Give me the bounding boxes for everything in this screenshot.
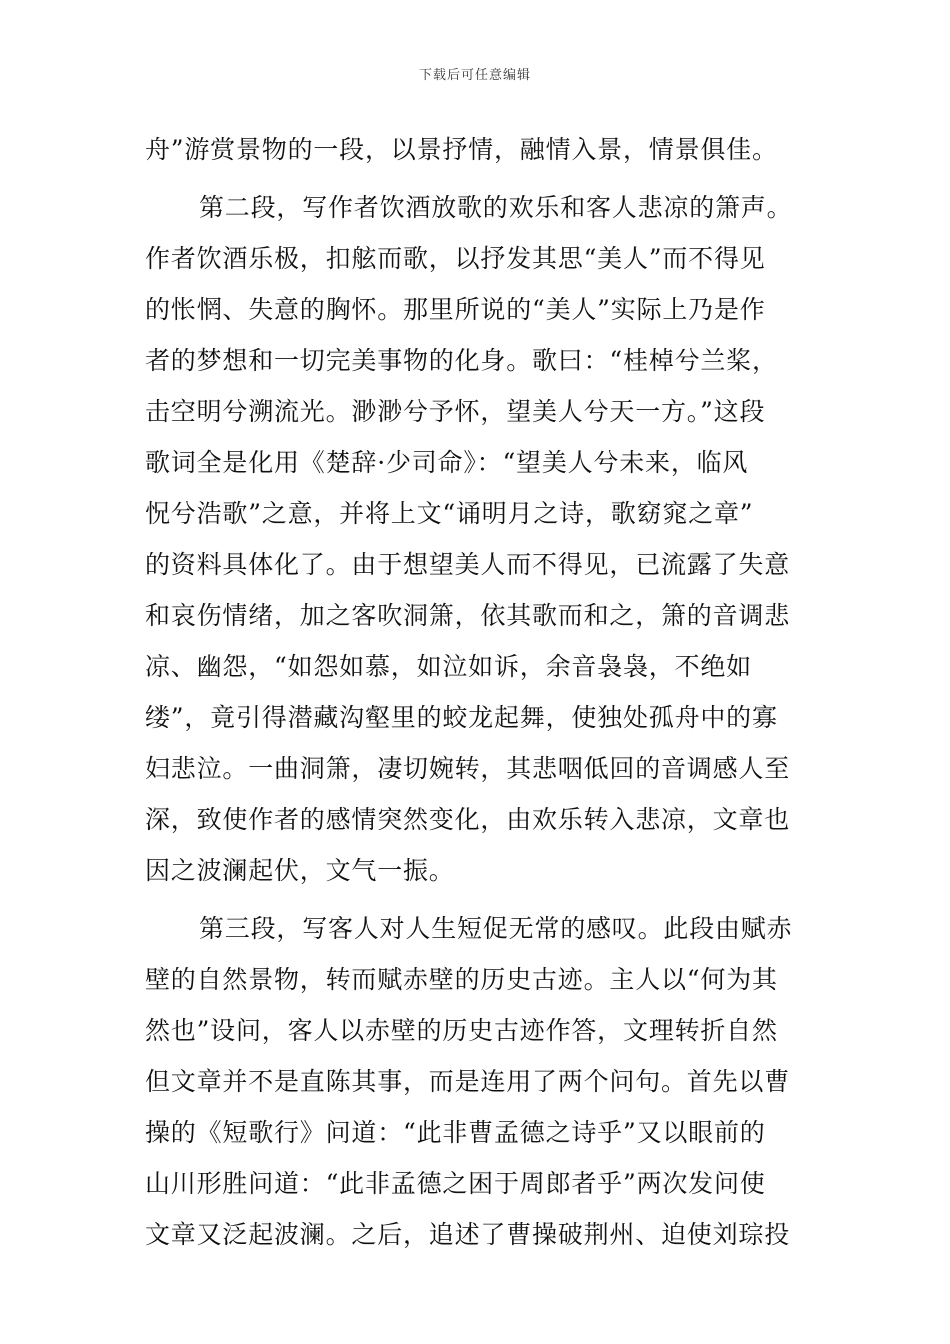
page-header: 下载后可任意编辑 [418,68,531,83]
paragraph-2-line-12: 妇悲泣。一曲洞箫，凄切婉转，其悲咽低回的音调感人至 [145,754,791,783]
paragraph-1-line-1: 舟”游赏景物的一段，以景抒情，融情入景，情景俱佳。 [145,135,778,164]
paragraph-2-line-8: 的资料具体化了。由于想望美人而不得见，已流露了失意 [145,550,791,579]
paragraph-3-line-3: 然也”设问，客人以赤壁的历史古迹作答，文理转折自然 [145,1016,778,1045]
paragraph-2-line-11: 缕”，竟引得潜藏沟壑里的蛟龙起舞，使独处孤舟中的寡 [145,703,778,732]
paragraph-3-line-6: 山川形胜问道：“此非孟德之困于周郎者乎”两次发问使 [145,1169,766,1198]
paragraph-2-line-9: 和哀伤情绪，加之客吹洞箫，依其歌而和之，箫的音调悲 [145,601,791,630]
paragraph-2-line-10: 凉、幽怨，“如怨如慕，如泣如诉，余音袅袅，不绝如 [145,652,752,681]
paragraph-2-line-2: 作者饮酒乐极，扣舷而歌，以抒发其思“美人”而不得见 [145,244,766,273]
paragraph-2-line-3: 的怅惘、失意的胸怀。那里所说的“美人”实际上乃是作 [145,295,766,324]
paragraph-3-line-7: 文章又泛起波澜。之后，追述了曹操破荆州、迫使刘琮投 [145,1220,791,1249]
document-body [145,124,807,1260]
paragraph-3-line-5: 操的《短歌行》问道：“此非曹孟德之诗乎”又以眼前的 [145,1118,766,1147]
paragraph-3-line-2: 壁的自然景物，转而赋赤壁的历史古迹。主人以“何为其 [145,965,778,994]
paragraph-2-line-1: 第二段，写作者饮酒放歌的欢乐和客人悲凉的箫声。 [199,193,793,222]
paragraph-2-line-14: 因之波澜起伏，文气一振。 [145,856,455,885]
paragraph-2-line-6: 歌词全是化用《楚辞·少司命》：“望美人兮未来，临风 [145,448,749,477]
paragraph-3-line-4: 但文章并不是直陈其事，而是连用了两个问句。首先以曹 [145,1067,791,1096]
paragraph-2-line-5: 击空明兮溯流光。渺渺兮予怀，望美人兮天一方。”这段 [145,397,766,426]
paragraph-2-line-4: 者的梦想和一切完美事物的化身。歌曰：“桂棹兮兰桨， [145,346,778,375]
paragraph-2-line-13: 深，致使作者的感情突然变化，由欢乐转入悲凉，文章也 [145,805,791,834]
paragraph-2-line-7: 怳兮浩歌”之意，并将上文“诵明月之诗，歌窈窕之章” [145,499,754,528]
paragraph-3-line-1: 第三段，写客人对人生短促无常的感叹。此段由赋赤 [199,914,793,943]
